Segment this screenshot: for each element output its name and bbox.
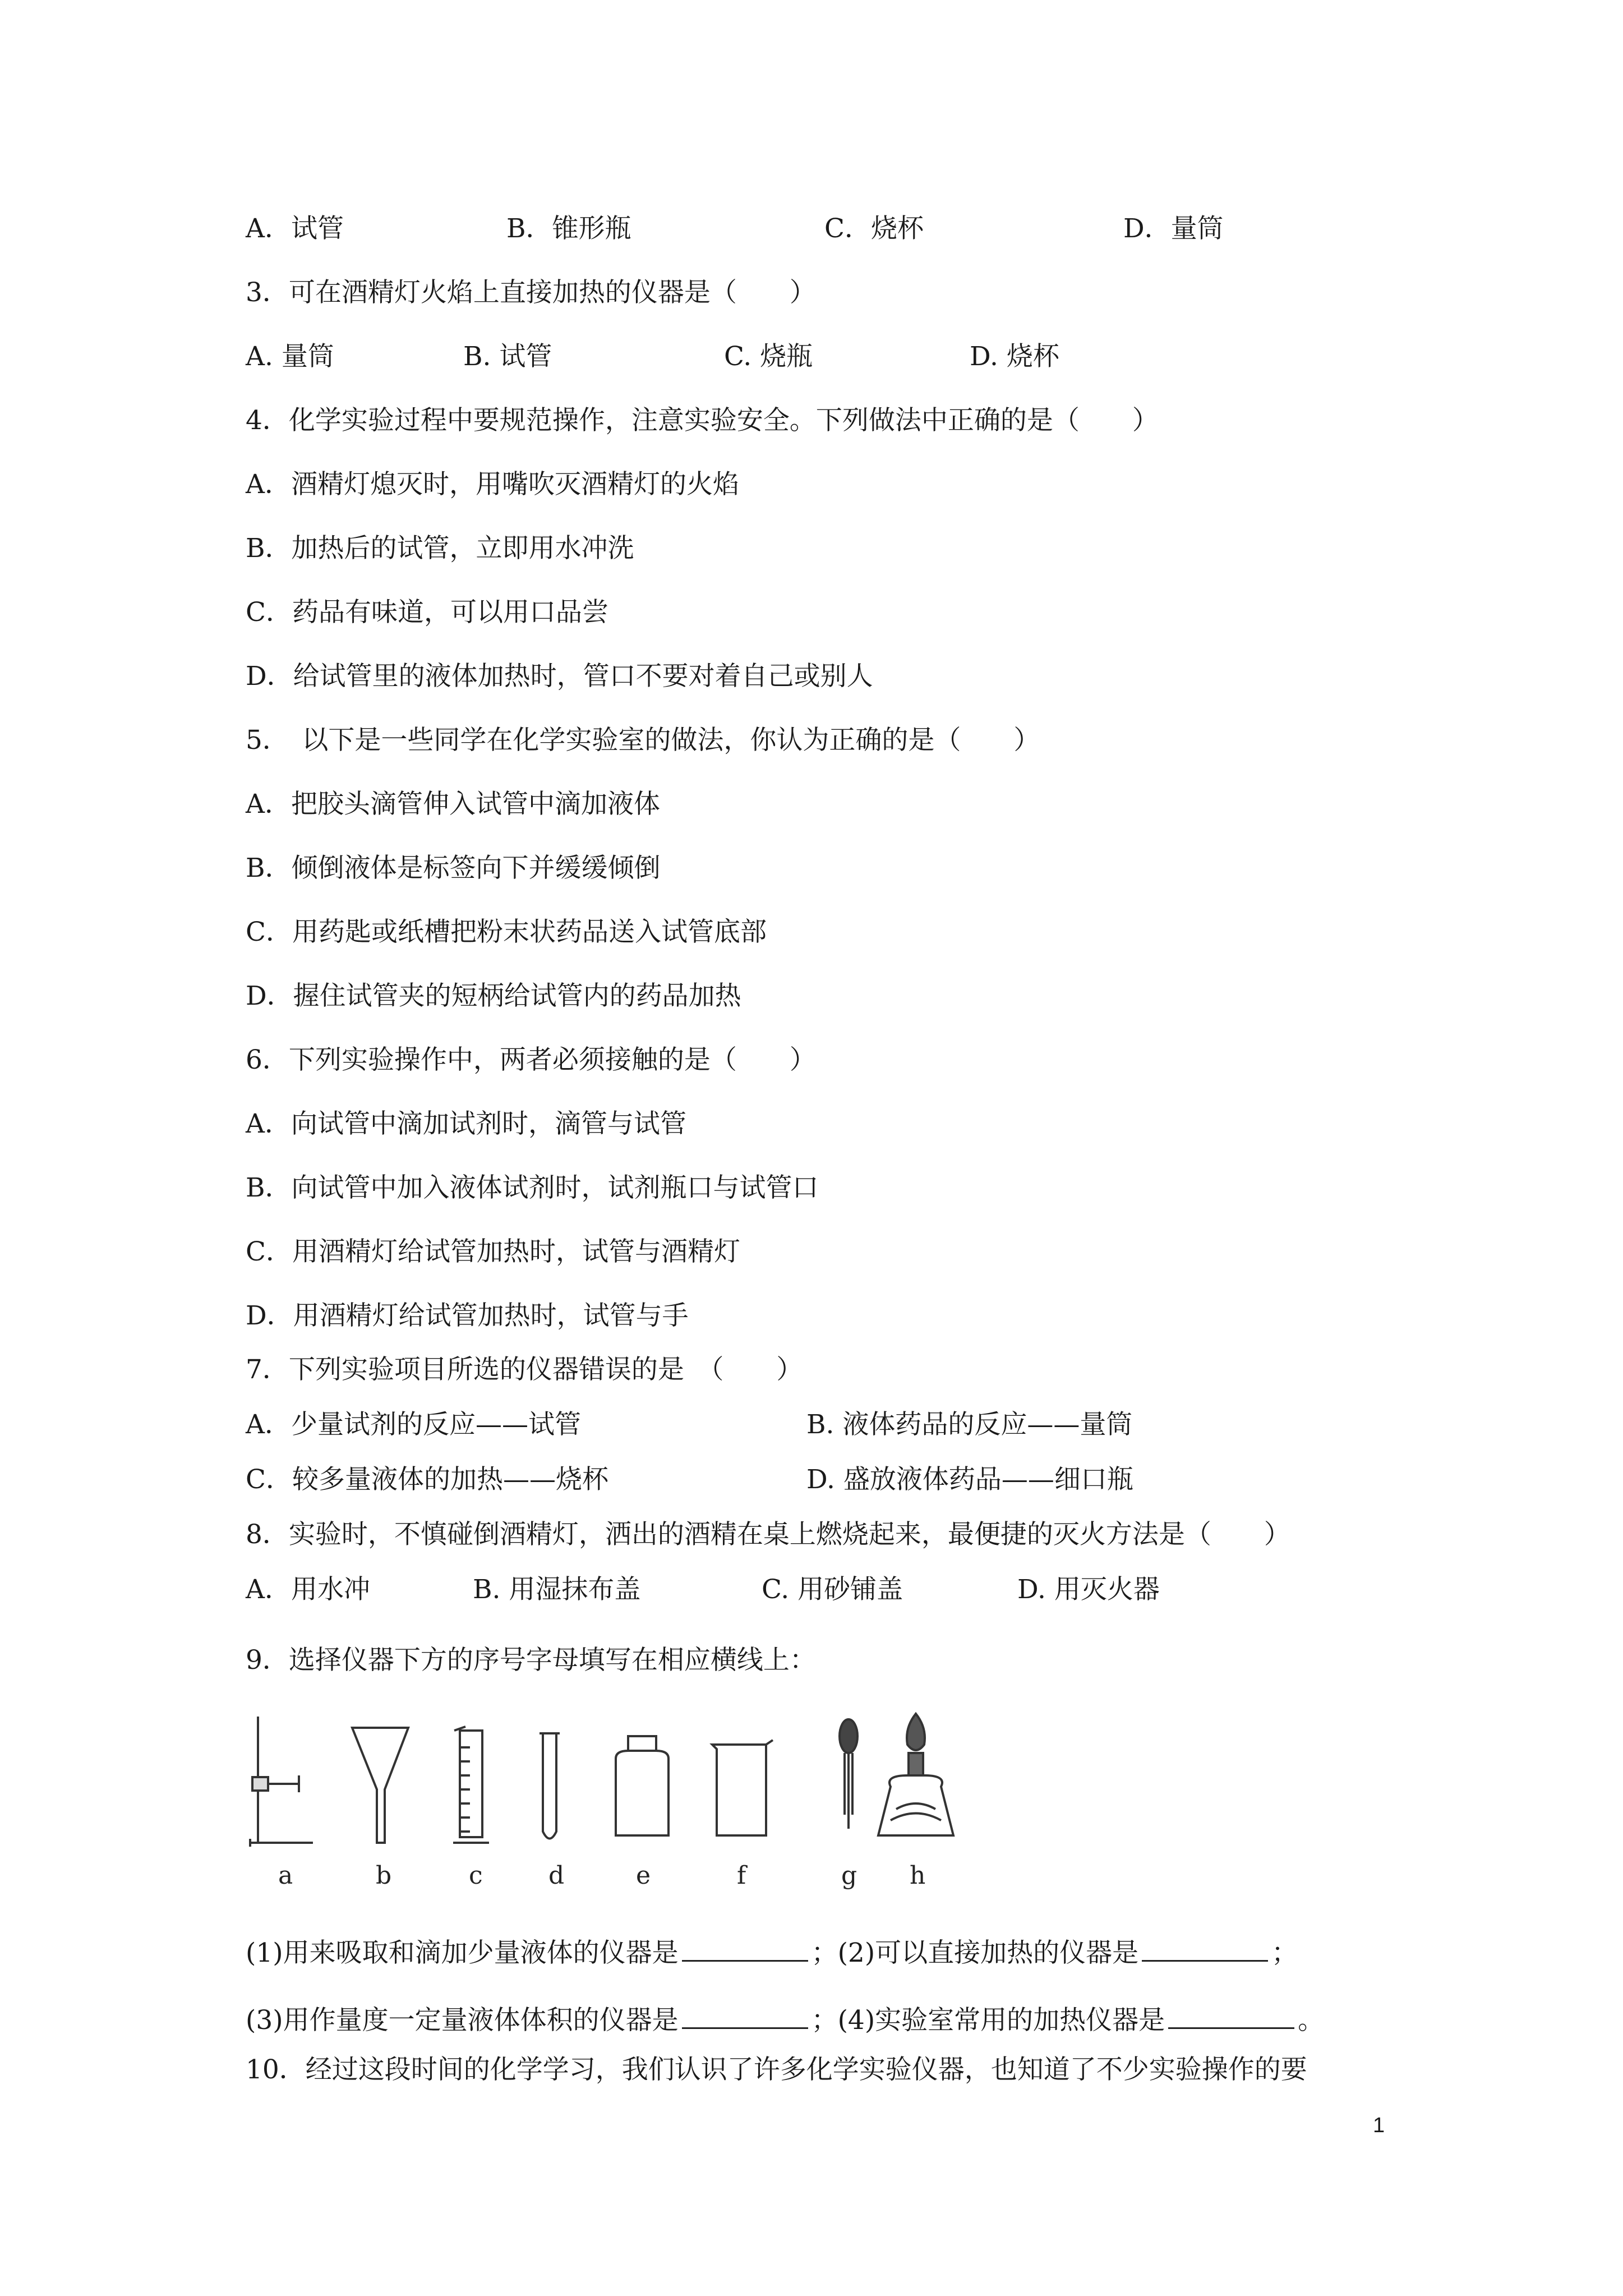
q3-option-d: D. 烧杯 [970, 341, 1059, 372]
q8-option-a: A．用水冲 [246, 1574, 370, 1605]
q6-option-d: D．用酒精灯给试管加热时，试管与手 [246, 1300, 689, 1331]
q9-row-2 [246, 2003, 1324, 2037]
beaker-icon [712, 1740, 773, 1835]
q7-option-d: D. 盛放液体药品——细口瓶 [806, 1464, 1133, 1495]
figure-label-e: e [636, 1861, 651, 1890]
q9-part2-text: ；(2)可以直接加热的仪器是 [811, 1938, 1139, 1968]
iron-stand-icon [250, 1717, 313, 1847]
test-tube-icon [540, 1733, 560, 1839]
q5-option-b: B．倾倒液体是标签向下并缓缓倾倒 [246, 853, 661, 884]
q7-option-b: B. 液体药品的反应——量筒 [806, 1409, 1133, 1440]
q4-option-c: C．药品有味道，可以用口品尝 [246, 597, 608, 628]
q8-option-d: D. 用灭火器 [1017, 1574, 1160, 1605]
q9-part3-text: (3)用作量度一定量液体体积的仪器是 [246, 2005, 679, 2036]
q2-option-c: C．烧杯 [824, 213, 924, 244]
lab-apparatus-figure [246, 1705, 992, 1896]
figure-label-c: c [469, 1861, 483, 1890]
funnel-icon [352, 1728, 408, 1843]
q10-stem: 10．经过这段时间的化学学习，我们认识了许多化学实验仪器，也知道了不少实验操作的要 [246, 2054, 1307, 2085]
q9-part4-text: ；(4)实验室常用的加热仪器是 [811, 2005, 1165, 2036]
q5-option-c: C．用药匙或纸槽把粉末状药品送入试管底部 [246, 917, 767, 947]
graduated-cylinder-icon [453, 1727, 489, 1843]
q9-part2-end: ； [1271, 1938, 1298, 1968]
q6-stem: 6．下列实验操作中，两者必须接触的是（ ） [246, 1045, 816, 1075]
q2-option-a: A．试管 [246, 213, 344, 244]
q4-option-d: D．给试管里的液体加热时，管口不要对着自己或别人 [246, 661, 873, 692]
dropper-icon [840, 1719, 857, 1829]
q9-blank-2[interactable] [1142, 1935, 1268, 1962]
q9-row-1 [246, 1935, 1298, 1970]
q3-stem: 3．可在酒精灯火焰上直接加热的仪器是（ ） [246, 277, 816, 308]
q3-option-c: C. 烧瓶 [724, 341, 813, 372]
q9-part4-end: 。 [1298, 2005, 1325, 2036]
figure-label-g: g [841, 1861, 857, 1890]
q9-blank-4[interactable] [1168, 2003, 1294, 2029]
q4-option-b: B．加热后的试管，立即用水冲洗 [246, 533, 634, 564]
q5-stem: 5． 以下是一些同学在化学实验室的做法，你认为正确的是（ ） [246, 725, 1040, 756]
figure-label-a: a [278, 1861, 293, 1890]
q8-option-b: B. 用湿抹布盖 [473, 1574, 641, 1605]
q2-option-b: B．锥形瓶 [506, 213, 631, 244]
figure-label-h: h [910, 1861, 926, 1890]
q6-option-b: B．向试管中加入液体试剂时，试剂瓶口与试管口 [246, 1172, 819, 1203]
q7-option-a: A．少量试剂的反应——试管 [246, 1409, 581, 1440]
q9-blank-1[interactable] [682, 1935, 808, 1962]
q9-part1-text: (1)用来吸取和滴加少量液体的仪器是 [246, 1938, 679, 1968]
page-number: 1 [1373, 2114, 1385, 2137]
q7-stem: 7．下列实验项目所选的仪器错误的是 （ ） [246, 1354, 803, 1385]
figure-label-f: f [737, 1861, 746, 1890]
q7-option-c: C．较多量液体的加热——烧杯 [246, 1464, 608, 1495]
q9-stem: 9．选择仪器下方的序号字母填写在相应横线上： [246, 1645, 816, 1676]
alcohol-lamp-icon [878, 1714, 953, 1835]
q6-option-a: A．向试管中滴加试剂时，滴管与试管 [246, 1108, 686, 1139]
q4-option-a: A．酒精灯熄灭时，用嘴吹灭酒精灯的火焰 [246, 469, 739, 500]
q8-stem: 8．实验时，不慎碰倒酒精灯，洒出的酒精在桌上燃烧起来，最便捷的灭火方法是（ ） [246, 1519, 1290, 1550]
q4-stem: 4．化学实验过程中要规范操作，注意实验安全。下列做法中正确的是（ ） [246, 405, 1159, 436]
q5-option-d: D．握住试管夹的短柄给试管内的药品加热 [246, 981, 741, 1011]
q2-option-d: D．量筒 [1123, 213, 1224, 244]
q9-blank-3[interactable] [682, 2003, 808, 2029]
q6-option-c: C．用酒精灯给试管加热时，试管与酒精灯 [246, 1236, 740, 1267]
q5-option-a: A．把胶头滴管伸入试管中滴加液体 [246, 789, 660, 820]
figure-label-d: d [548, 1861, 565, 1890]
q3-option-a: A. 量筒 [246, 341, 334, 372]
q8-option-c: C. 用砂铺盖 [762, 1574, 903, 1605]
figure-label-b: b [376, 1861, 392, 1890]
q3-option-b: B. 试管 [463, 341, 552, 372]
reagent-bottle-icon [616, 1736, 668, 1835]
